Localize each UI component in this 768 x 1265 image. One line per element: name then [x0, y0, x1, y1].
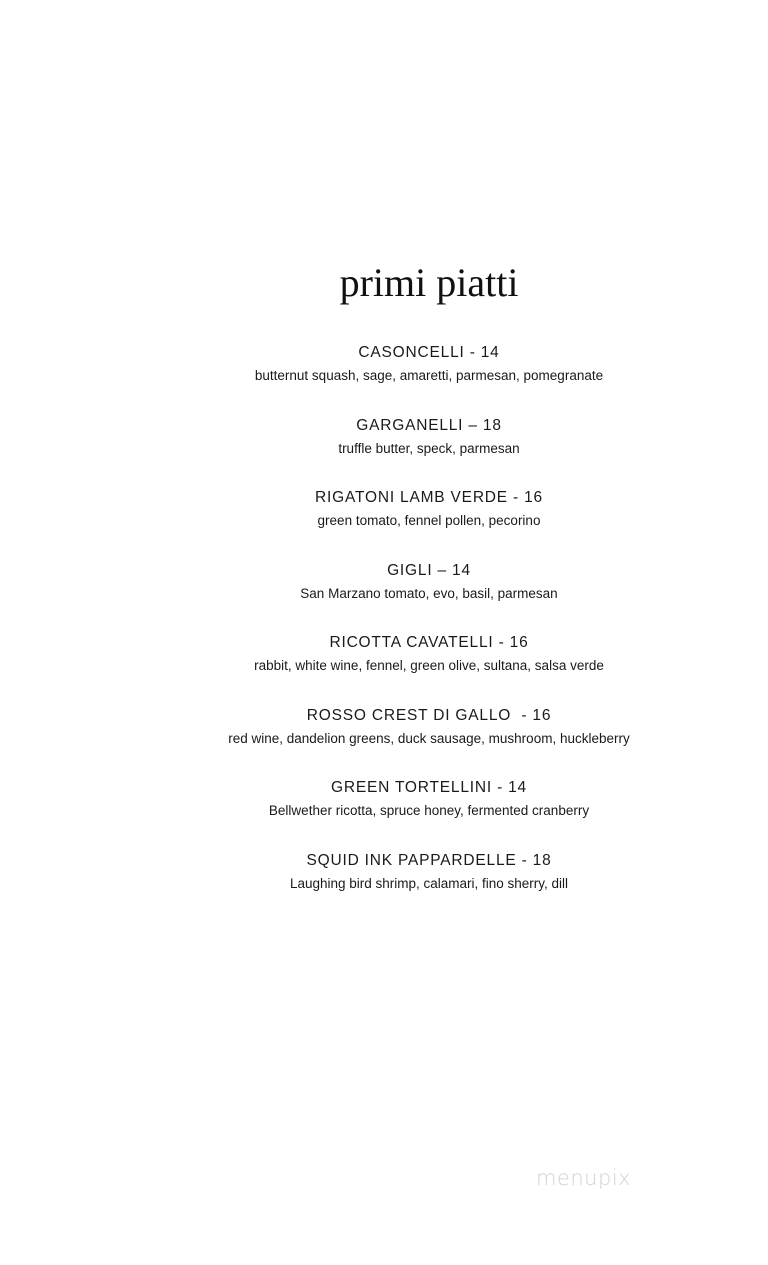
menu-item-name: GARGANELLI – 18 [356, 416, 502, 434]
menu-item-name: ROSSO CREST DI GALLO - 16 [306, 706, 552, 724]
menu-item [0, 341, 768, 414]
menu-item-description: rabbit, white wine, fennel, green olive, sultana, salsa verde [254, 658, 604, 673]
menu-item-name: RICOTTA CAVATELLI - 16 [329, 634, 529, 651]
menu-item-description: San Marzano tomato, evo, basil, parmesan [300, 585, 558, 601]
menu-item-name: SQUID INK PAPPARDELLE - 18 [306, 851, 552, 869]
menu-item [0, 849, 768, 922]
menu-item-name: RIGATONI LAMB VERDE - 16 [315, 489, 543, 506]
menu-title: primi piatti [339, 260, 519, 305]
menu-item-description: truffle butter, speck, parmesan [338, 440, 520, 456]
menupix-watermark: menupix [536, 1166, 632, 1190]
menu-item [0, 414, 768, 487]
menu-item [0, 486, 768, 559]
menu-item-description: green tomato, fennel pollen, pecorino [317, 513, 541, 528]
menu-item-description: Bellwether ricotta, spruce honey, fermented cranberry [268, 803, 590, 818]
menu-item-name: CASONCELLI - 14 [358, 344, 500, 361]
menu-item-name: GREEN TORTELLINI - 14 [331, 779, 527, 796]
menu-item-description: red wine, dandelion greens, duck sausage, mushroom, huckleberry [228, 730, 630, 746]
menu-item [0, 704, 768, 777]
menu-item-description: butternut squash, sage, amaretti, parmesan, pomegranate [254, 368, 604, 383]
menu-item-description: Laughing bird shrimp, calamari, fino sherry, dill [289, 875, 569, 891]
menu-item [0, 631, 768, 704]
menu-list [0, 341, 768, 921]
menu-item [0, 776, 768, 849]
menu-item-name: GIGLI – 14 [387, 561, 471, 579]
menu-item [0, 559, 768, 632]
